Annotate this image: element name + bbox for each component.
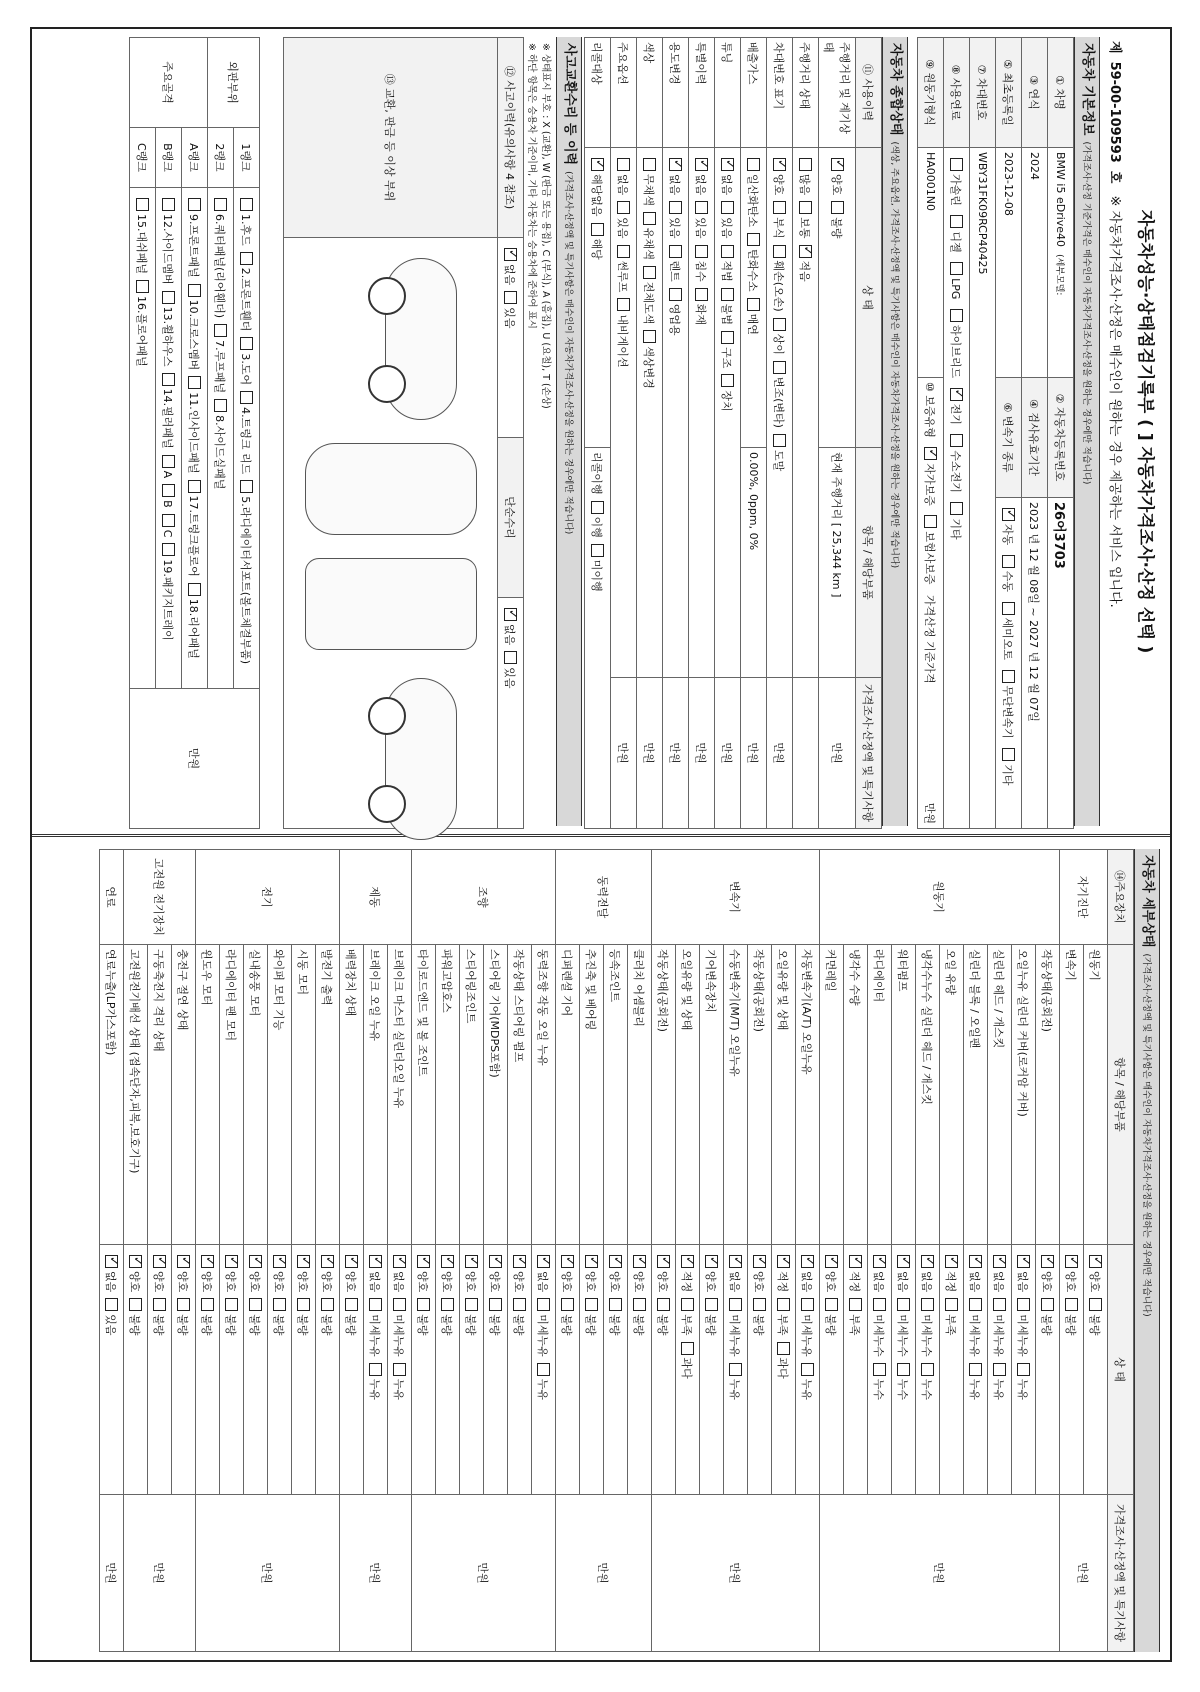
checkbox[interactable] [298, 1298, 311, 1311]
form-title: 자동차성능·상태점검기록부 ( ] 자동차가격조사·산정 선택 ) [1135, 209, 1155, 654]
table-row [316, 850, 340, 1652]
detail-item-state: ✓양호불량 [196, 1245, 220, 1495]
checkbox[interactable] [970, 1255, 983, 1268]
checkbox[interactable] [898, 1298, 911, 1311]
detail-item-label: 실내송풍 모터 [244, 945, 268, 1245]
detail-item-state: ✓양호불량 [292, 1245, 316, 1495]
checkbox[interactable] [370, 1298, 383, 1311]
table-row: C랭크 15.대쉬패널16.플로어패널 [130, 38, 156, 829]
checkbox[interactable] [202, 1298, 215, 1311]
detail-item-label: 스티어링 기어(MDPS포함) [484, 945, 508, 1245]
detail-item-state: ✓적정부족 [940, 1245, 964, 1495]
checkbox[interactable] [706, 1298, 719, 1311]
checkbox[interactable] [394, 1298, 407, 1311]
detail-header-item: 항목 / 해당부품 [1108, 945, 1134, 1245]
reg-label: ② 자동차등록번호 [1048, 378, 1074, 498]
detail-item-label: 충전구 절연 상태 [172, 945, 196, 1245]
detail-item-state: ✓양호불량 [508, 1245, 532, 1495]
detail-item-label: 스티어링조인트 [460, 945, 484, 1245]
device-group-label: 원동기 [820, 850, 1060, 945]
checkbox[interactable] [394, 1363, 407, 1376]
detail-item-label: 배력장치 상태 [340, 945, 364, 1245]
device-group-label: 동력전달 [556, 850, 652, 945]
detail-item-state: ✓양호불량 [172, 1245, 196, 1495]
checkbox[interactable] [1090, 1298, 1103, 1311]
table-row: 외판부위 1랭크 1.후드2.프론트휀더3.도어4.트렁크 리드5.라디에이터서포트(볼트체결부품) 만원 [234, 38, 260, 829]
checkbox[interactable] [682, 1342, 695, 1355]
detail-header-state: 상 태 [1108, 1245, 1134, 1495]
checkbox[interactable] [754, 1298, 767, 1311]
checkbox[interactable] [274, 1255, 287, 1268]
checkbox[interactable] [682, 1255, 695, 1268]
checkbox[interactable] [418, 1298, 431, 1311]
checkbox[interactable] [202, 1255, 215, 1268]
detail-item-state: ✓양호불량 [316, 1245, 340, 1495]
detail-item-state: ✓양호불량 [820, 1245, 844, 1495]
checkbox[interactable] [946, 1255, 959, 1268]
detail-item-state: ✓적정부족과다 [676, 1245, 700, 1495]
checkbox[interactable] [538, 1298, 551, 1311]
checkbox[interactable] [538, 1255, 551, 1268]
detail-item-state: ✓없음미세누유누유 [964, 1245, 988, 1495]
device-group-label: 조향 [412, 850, 556, 945]
checkbox[interactable] [730, 1363, 743, 1376]
table-row: 주행거리 상태 많음보통✓적음 [793, 38, 819, 829]
overall-status-table [584, 37, 882, 829]
checkbox[interactable] [370, 1255, 383, 1268]
checkbox[interactable] [130, 1298, 143, 1311]
detail-header-device: ⑭주요장치 [1108, 850, 1134, 945]
device-group-label: 고전원 전기장치 [124, 850, 196, 945]
checkbox[interactable] [874, 1298, 887, 1311]
detail-item-state: ✓양호불량 [628, 1245, 652, 1495]
form-page-2 [32, 841, 1170, 1660]
car-side-view-left [385, 258, 457, 420]
detail-item-label: 오일유량 및 상태 [772, 945, 796, 1245]
detail-status-header: 자동차 세부상태(가격조사·산정액 및 특기사항은 매수인이 자동차가격조사·산정을 원하는 경우에만 적습니다) [1134, 849, 1160, 1652]
accident-table [283, 37, 524, 829]
table-row: 튜닝 ✓없음있음적법불법구조장치 만원 [715, 38, 741, 829]
table-row [1084, 850, 1108, 1652]
checkbox[interactable] [274, 1298, 287, 1311]
checkbox[interactable] [154, 1255, 167, 1268]
detail-item-state: ✓양호불량 [220, 1245, 244, 1495]
detail-item-label: 자동변속기(A/T) 오일누유 [796, 945, 820, 1245]
detail-price-cell: 만원 [340, 1495, 412, 1652]
table-row: 주요옵션 없음있음썬루프내비게이션 만원 [611, 38, 637, 829]
first-reg-value: 2023-12-08 [996, 148, 1022, 378]
basic-info-table [917, 37, 1074, 829]
checkbox[interactable] [898, 1363, 911, 1376]
form-page-1 [32, 29, 1170, 837]
detail-price-cell: 만원 [124, 1495, 196, 1652]
detail-item-state: ✓양호불량 [1036, 1245, 1060, 1495]
checkbox[interactable] [226, 1255, 239, 1268]
checkbox[interactable] [946, 1298, 959, 1311]
checkbox[interactable] [970, 1363, 983, 1376]
table-row [532, 850, 556, 1652]
checkbox[interactable] [442, 1255, 455, 1268]
checkbox[interactable] [1018, 1363, 1031, 1376]
checkbox[interactable] [922, 1298, 935, 1311]
checkbox[interactable] [850, 1298, 863, 1311]
accident-history-label: ⑫ 사고이력(유의사항 4 참조) [498, 38, 524, 238]
basic-info-header: 자동차 기본정보(가격조사·산정 기준가격은 매수인이 자동차가격조사·산정을 원하는 경우에만 적습니다) [1074, 37, 1100, 826]
checkbox[interactable] [586, 1255, 599, 1268]
trans-label: ⑥ 변속기 종류 [996, 378, 1022, 498]
first-reg-label: ⑤ 최초등록일 [996, 38, 1022, 148]
checkbox[interactable] [1042, 1298, 1055, 1311]
car-name: BMW i5 eDrive40 (세부모델: [1048, 148, 1074, 378]
checkbox[interactable] [322, 1255, 335, 1268]
detail-item-label: 클러치 어셈블리 [628, 945, 652, 1245]
checkbox[interactable] [658, 1255, 671, 1268]
checkbox[interactable] [1018, 1298, 1031, 1311]
detail-item-label: 냉각수누수 실린더 헤드 / 개스킷 [916, 945, 940, 1245]
detail-item-label: 브레이크 마스터 실린더오일 누유 [388, 945, 412, 1245]
overall-header-state: 상 태 [856, 148, 882, 448]
checkbox[interactable] [802, 1363, 815, 1376]
fuel-options: 가솔린 디젤 LPG 하이브리드 ✓전기 수소전기 기타 [944, 148, 970, 829]
checkbox[interactable] [658, 1298, 671, 1311]
detail-item-state: ✓적정부족 [844, 1245, 868, 1495]
frame-parts-table [129, 37, 260, 829]
checkbox[interactable] [1066, 1255, 1079, 1268]
detail-item-label: 구동축전지 격리 상태 [148, 945, 172, 1245]
checkbox[interactable] [178, 1298, 191, 1311]
detail-item-label: 파워고압호스 [436, 945, 460, 1245]
checkbox[interactable] [418, 1255, 431, 1268]
checkbox[interactable] [346, 1255, 359, 1268]
detail-item-state: ✓없음미세누유누유 [988, 1245, 1012, 1495]
detail-item-label: 라디에이터 팬 모터 [220, 945, 244, 1245]
checkbox[interactable] [514, 1255, 527, 1268]
detail-item-state: ✓없음미세누유누유 [532, 1245, 556, 1495]
table-row: 색상 무채색유채색전체도색색상변경 만원 [637, 38, 663, 829]
checkbox[interactable] [370, 1363, 383, 1376]
checkbox[interactable] [730, 1298, 743, 1311]
overall-status-header: 자동차 종합상태(색상, 주요옵션, 가격조사·산정액 및 특기사항은 매수인이 자동차가격조사·산정을 원하는 경우에만 적습니다) [882, 37, 908, 826]
checkbox[interactable] [610, 1298, 623, 1311]
detail-item-state: ✓양호불량 [748, 1245, 772, 1495]
detail-item-state: ✓없음미세누유누유 [724, 1245, 748, 1495]
detail-price-cell: 만원 [652, 1495, 820, 1652]
table-row: 주요골격 A랭크 9.프론트패널10.크로스멤버11.인사이드패널17.트렁크플로어18.리어패널 [182, 38, 208, 829]
detail-item-label: 변속기 [1060, 945, 1084, 1245]
trans-options: ✓자동 수동 세미오토 무단변속기 기타 [996, 498, 1022, 829]
checkbox[interactable] [730, 1255, 743, 1268]
detail-item-state: ✓없음미세누수누수 [916, 1245, 940, 1495]
engine-label: ⑨ 원동기형식 [918, 38, 944, 148]
vin-value: WBY31FK09RCP40425 [970, 148, 996, 829]
detail-item-state: ✓양호불량 [460, 1245, 484, 1495]
checkbox[interactable] [130, 1255, 143, 1268]
detail-item-state: ✓양호불량 [436, 1245, 460, 1495]
table-row: B랭크 12.사이드멤버13.휠하우스14.필러패널ABC19.패키지트레이 [156, 38, 182, 829]
detail-item-state: ✓양호불량 [484, 1245, 508, 1495]
checkbox[interactable] [850, 1255, 863, 1268]
checkbox[interactable] [634, 1298, 647, 1311]
car-top-view [305, 443, 477, 535]
detail-item-state: ✓양호불량 [700, 1245, 724, 1495]
detail-item-state: ✓양호불량 [604, 1245, 628, 1495]
checkbox[interactable] [1090, 1255, 1103, 1268]
warranty-row: ⑩ 보증유형 ✓자가보증 보험사보증 가격산정 기준가격 만원 [918, 378, 944, 829]
checkbox[interactable] [922, 1363, 935, 1376]
table-row: 배출가스 일산화탄소탄화수소매연 0.00%, 0ppm, 0% 만원 [741, 38, 767, 829]
detail-item-label: 라디에이터 [868, 945, 892, 1245]
detail-item-state: ✓양호불량 [580, 1245, 604, 1495]
detail-item-label: 타이로드엔드 및 볼 조인트 [412, 945, 436, 1245]
checkbox[interactable] [178, 1255, 191, 1268]
detail-price-cell: 만원 [412, 1495, 556, 1652]
detail-item-label: 기어변속장치 [700, 945, 724, 1245]
detail-item-label: 윈도우 모터 [196, 945, 220, 1245]
detail-item-label: 워터펌프 [892, 945, 916, 1245]
checkbox[interactable] [514, 1298, 527, 1311]
checkbox[interactable] [994, 1255, 1007, 1268]
detail-item-label: 커먼레일 [820, 945, 844, 1245]
checkbox[interactable] [826, 1298, 839, 1311]
engine-value: HA0001N0 [918, 148, 944, 378]
checkbox[interactable] [586, 1298, 599, 1311]
table-row [388, 850, 412, 1652]
record-number: 제59-00-109593호 ※ 자동차가격조사·산정은 매수인이 원하는 경우 제공하는 서비스 입니다. [1107, 41, 1122, 608]
checkbox[interactable] [562, 1298, 575, 1311]
detail-item-label: 수동변속기(M/T) 오일누유 [724, 945, 748, 1245]
detail-item-label: 실린더 블록 / 오일팬 [964, 945, 988, 1245]
detail-item-label: 원동기 [1084, 945, 1108, 1245]
device-group-label: 제동 [340, 850, 412, 945]
checkbox[interactable] [610, 1255, 623, 1268]
detail-item-label: 오일 유량 [940, 945, 964, 1245]
checkbox[interactable] [994, 1363, 1007, 1376]
device-group-label: 연료 [100, 850, 124, 945]
detail-item-state: ✓양호불량 [124, 1245, 148, 1495]
checkbox[interactable] [226, 1298, 239, 1311]
checkbox[interactable] [442, 1298, 455, 1311]
table-row [172, 850, 196, 1652]
checkbox[interactable] [250, 1298, 263, 1311]
checkbox[interactable] [250, 1255, 263, 1268]
simple-repair-opts: ✓없음있음 [498, 598, 524, 829]
reg-number: 26어3703 [1048, 498, 1074, 829]
checkbox[interactable] [874, 1363, 887, 1376]
checkbox[interactable] [778, 1298, 791, 1311]
detail-item-state: ✓없음미세누수누수 [892, 1245, 916, 1495]
detail-item-label: 와이퍼 모터 기능 [268, 945, 292, 1245]
detail-item-state: ✓양호불량 [412, 1245, 436, 1495]
checkbox[interactable] [466, 1298, 479, 1311]
name-label: ① 차명 [1048, 38, 1074, 148]
detail-item-label: 냉각수 수량 [844, 945, 868, 1245]
overall-header-history: ⑪ 사용이력 [856, 38, 882, 148]
checkbox[interactable] [1066, 1298, 1079, 1311]
detail-item-label: 고전원전기배선 상태 (접속단자,피복,보호기구) [124, 945, 148, 1245]
detail-item-label: 디퍼렌셜 기어 [556, 945, 580, 1245]
table-row [1036, 850, 1060, 1652]
checkbox[interactable] [682, 1298, 695, 1311]
checkbox[interactable] [802, 1255, 815, 1268]
detail-item-label: 오일누유 실린더 커버(로커암 커버) [1012, 945, 1036, 1245]
detail-price-cell: 만원 [1060, 1495, 1108, 1652]
checkbox[interactable] [154, 1298, 167, 1311]
simple-repair-label: 단순수리 [498, 438, 524, 598]
overall-header-price: 가격조사·산정액 및 특기사항 [856, 678, 882, 829]
detail-item-state: ✓없음미세누유누유 [1012, 1245, 1036, 1495]
car-diagram-area [284, 238, 498, 829]
checkbox[interactable] [778, 1255, 791, 1268]
year-label: ③ 연식 [1022, 38, 1048, 148]
vin-label: ⑦ 차대번호 [970, 38, 996, 148]
detail-price-cell: 만원 [196, 1495, 340, 1652]
detail-item-state: ✓없음미세누유누유 [796, 1245, 820, 1495]
detail-item-label: 오일유량 및 상태 [676, 945, 700, 1245]
table-row [628, 850, 652, 1652]
checkbox[interactable] [922, 1255, 935, 1268]
detail-item-label: 등속조인트 [604, 945, 628, 1245]
rotated-form [32, 29, 1170, 1660]
checkbox[interactable] [1018, 1255, 1031, 1268]
checkbox[interactable] [706, 1255, 719, 1268]
detail-price-cell: 만원 [100, 1495, 124, 1652]
detail-item-label: 실린더 헤드 / 개스킷 [988, 945, 1012, 1245]
checkbox[interactable] [634, 1255, 647, 1268]
valid-label: ④ 검사유효기간 [1022, 378, 1048, 498]
detail-item-state: ✓없음미세누유누유 [364, 1245, 388, 1495]
detail-header-price: 가격조사·산정액 및 특기사항 [1108, 1495, 1134, 1652]
checkbox[interactable] [490, 1298, 503, 1311]
table-row: 리콜대상 ✓해당없음해당 리콜이행이행미이행 [585, 38, 611, 829]
accident-history-opts: ✓없음있음 [498, 238, 524, 438]
checkbox[interactable] [1042, 1255, 1055, 1268]
detail-item-state: ✓양호불량 [1084, 1245, 1108, 1495]
checkbox[interactable] [754, 1255, 767, 1268]
valid-range: 2023 년 12 월 08일 ~ 2027 년 12 월 07일 [1022, 498, 1048, 829]
checkbox[interactable] [562, 1255, 575, 1268]
checkbox[interactable] [346, 1298, 359, 1311]
table-row [796, 850, 820, 1652]
checkbox[interactable] [970, 1298, 983, 1311]
checkbox[interactable] [298, 1255, 311, 1268]
detail-status-table [99, 849, 1134, 1652]
legend-line-2: ※ 하단 항목은 승용차 기준이며, 기타 자동차는 승용차에 준하여 표시 [526, 43, 537, 329]
checkbox[interactable] [106, 1298, 119, 1311]
detail-item-state: ✓없음미세누유누유 [388, 1245, 412, 1495]
detail-item-state: ✓없음있음 [100, 1245, 124, 1495]
detail-item-label: 작동상태(공회전) [748, 945, 772, 1245]
checkbox[interactable] [898, 1255, 911, 1268]
checkbox[interactable] [874, 1255, 887, 1268]
detail-item-label: 시동 모터 [292, 945, 316, 1245]
detail-item-state: ✓양호불량 [1060, 1245, 1084, 1495]
table-row: 특별이력 ✓없음있음침수화재 만원 [689, 38, 715, 829]
checkbox[interactable] [394, 1255, 407, 1268]
detail-item-label: 작동상태(공회전) [652, 945, 676, 1245]
checkbox[interactable] [106, 1255, 119, 1268]
detail-item-state: ✓양호불량 [268, 1245, 292, 1495]
detail-item-state: ✓없음미세누수누수 [868, 1245, 892, 1495]
year-value: 2024 [1022, 148, 1048, 378]
car-underbody-view [305, 558, 477, 650]
detail-item-label: 추진축 및 베어링 [580, 945, 604, 1245]
accident-history-header: 사고교환수리 등 이력(가격조사·산정액 및 특기사항은 매수인이 자동차가격조사·산정을 원하는 경우에만 적습니다) [556, 37, 582, 826]
table-row [100, 850, 124, 1652]
table-row: 용도변경 ✓없음있음렌트영업용 만원 [663, 38, 689, 829]
legend-line-1: ※ 상태표시 부호 : X (교환), W (판금 또는 용접), C (부식), A (흠집), U (요철), T (손상) [540, 43, 551, 409]
device-group-label: 변속기 [652, 850, 820, 945]
device-group-label: 전기 [196, 850, 340, 945]
checkbox[interactable] [538, 1363, 551, 1376]
checkbox[interactable] [994, 1298, 1007, 1311]
detail-item-label: 동력조향 작동 오일 누유 [532, 945, 556, 1245]
detail-item-label: 브레이크 오일 누유 [364, 945, 388, 1245]
table-row: 주행거리 및 계기상태 ✓양호불량 현재 주행거리 [ 25,344 km ] 만원 [819, 38, 856, 829]
detail-price-cell: 만원 [820, 1495, 1060, 1652]
car-side-view-right [385, 678, 457, 840]
checkbox[interactable] [826, 1255, 839, 1268]
detail-item-label: 연료누출(LP가스포함) [100, 945, 124, 1245]
checkbox[interactable] [466, 1255, 479, 1268]
detail-item-state: ✓양호불량 [556, 1245, 580, 1495]
table-row: 차대번호 표기 ✓양호부식훼손(오손)상이변조(변타)도말 만원 [767, 38, 793, 829]
device-group-label: 자기진단 [1060, 850, 1108, 945]
table-row: 2랭크 6.쿼터패널(리어휀더)7.루프패널8.사이드실패널 [208, 38, 234, 829]
detail-item-label: 작동상태(공회전) [1036, 945, 1060, 1245]
fuel-label: ⑧ 사용연료 [944, 38, 970, 148]
checkbox[interactable] [802, 1298, 815, 1311]
checkbox[interactable] [490, 1255, 503, 1268]
detail-item-state: ✓양호불량 [340, 1245, 364, 1495]
detail-item-label: 작동상태 스티어링 펌프 [508, 945, 532, 1245]
detail-price-cell: 만원 [556, 1495, 652, 1652]
abnormal-parts-label: ⑬ 교환, 판금 등 이상 부위 [284, 38, 498, 238]
detail-item-label: 발전기 출력 [316, 945, 340, 1245]
detail-item-state: ✓적정부족과다 [772, 1245, 796, 1495]
checkbox[interactable] [322, 1298, 335, 1311]
detail-item-state: ✓양호불량 [652, 1245, 676, 1495]
overall-header-item: 항목 / 해당부품 [856, 448, 882, 678]
checkbox[interactable] [778, 1342, 791, 1355]
detail-item-state: ✓양호불량 [148, 1245, 172, 1495]
detail-item-state: ✓양호불량 [244, 1245, 268, 1495]
